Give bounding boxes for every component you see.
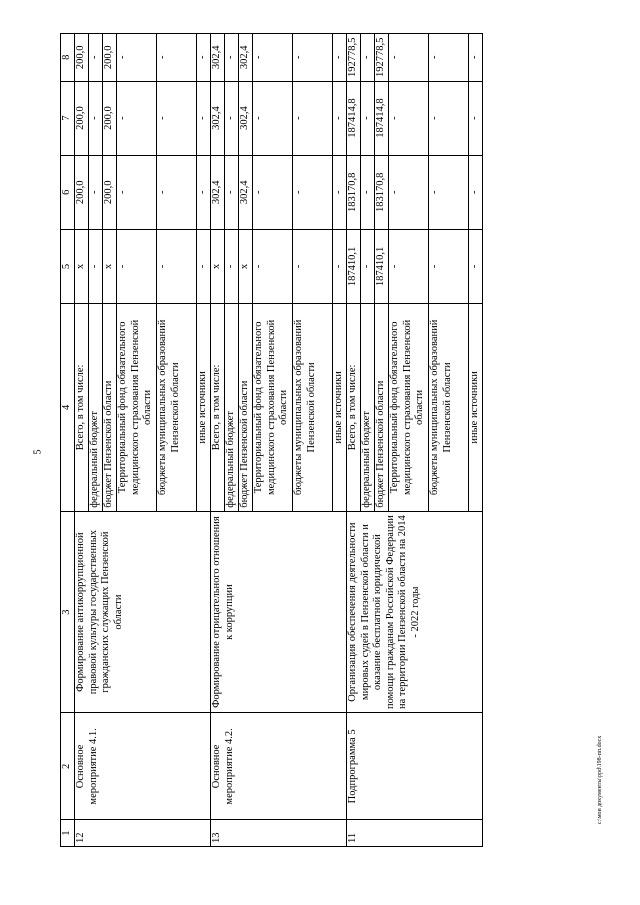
event-name-cell: Подпрограмма 5 [347,713,483,820]
value-cell-c7: - [469,81,483,155]
funding-source-cell: Всего, в том числе: [75,304,89,512]
header-cell-4: 4 [61,304,75,512]
value-cell-c7: 200,0 [103,81,117,155]
header-cell-8: 8 [61,34,75,82]
event-description-cell: Формирование антикоррупционной правовой культуры государственных гражданских служащих Пензенской области [75,511,211,713]
event-name-cell: Основное мероприятие 4.2. [211,713,347,820]
header-cell-5: 5 [61,229,75,303]
funding-source-cell: федеральный бюджет [361,304,375,512]
value-cell-c8: 192778,5 [347,34,361,82]
table-row [347,34,361,847]
value-cell-c5: - [293,229,333,303]
value-cell-c7: 187414,8 [347,81,361,155]
value-cell-c7: 302,4 [211,81,225,155]
value-cell-c6: 302,4 [211,155,225,229]
funding-source-cell: Всего, в том числе: [211,304,225,512]
value-cell-c5: x [239,229,253,303]
value-cell-c6: 183170,8 [375,155,389,229]
value-cell-c6: - [117,155,157,229]
funding-table [60,33,483,847]
value-cell-c8: - [469,34,483,82]
funding-source-cell: Территориальный фонд обязательного медицинского страхования Пензенской области [389,304,429,512]
value-cell-c5: - [389,229,429,303]
value-cell-c6: - [197,155,211,229]
value-cell-c7: - [117,81,157,155]
header-cell-6: 6 [61,155,75,229]
value-cell-c5: x [103,229,117,303]
value-cell-c8: - [225,34,239,82]
value-cell-c5: - [157,229,197,303]
value-cell-c6: - [361,155,375,229]
value-cell-c5: 187410,1 [375,229,389,303]
value-cell-c8: - [361,34,375,82]
value-cell-c8: 200,0 [103,34,117,82]
value-cell-c8: 192778,5 [375,34,389,82]
value-cell-c5: - [361,229,375,303]
value-cell-c5: - [253,229,293,303]
funding-source-cell: бюджет Пензенской области [239,304,253,512]
value-cell-c7: - [225,81,239,155]
value-cell-c6: - [225,155,239,229]
value-cell-c7: 200,0 [75,81,89,155]
value-cell-c6: - [253,155,293,229]
value-cell-c6: - [157,155,197,229]
value-cell-c7: - [293,81,333,155]
funding-source-cell: Территориальный фонд обязательного медицинского страхования Пензенской области [117,304,157,512]
header-cell-3: 3 [61,511,75,713]
value-cell-c5: 187410,1 [347,229,361,303]
event-description-cell: Формирование отрицательного отношения к коррупции [211,511,347,713]
funding-source-cell: федеральный бюджет [89,304,103,512]
value-cell-c8: 302,4 [211,34,225,82]
value-cell-c7: - [197,81,211,155]
value-cell-c7: - [333,81,347,155]
value-cell-c7: - [429,81,469,155]
value-cell-c7: - [361,81,375,155]
value-cell-c8: - [293,34,333,82]
event-name-cell: Основное мероприятие 4.1. [75,713,211,820]
header-cell-7: 7 [61,81,75,155]
value-cell-c6: 183170,8 [347,155,361,229]
header-row [61,34,75,847]
value-cell-c5: - [333,229,347,303]
value-cell-c6: - [89,155,103,229]
value-cell-c5: - [117,229,157,303]
funding-source-cell: Всего, в том числе: [347,304,361,512]
value-cell-c7: - [389,81,429,155]
table-body [61,34,483,847]
funding-source-cell: иные источники [197,304,211,512]
funding-source-cell: бюджет Пензенской области [103,304,117,512]
value-cell-c5: - [429,229,469,303]
funding-source-cell: бюджет Пензенской области [375,304,389,512]
group-number-cell: 12 [75,820,211,847]
value-cell-c5: - [197,229,211,303]
value-cell-c7: - [253,81,293,155]
funding-source-cell: бюджеты муниципальных образований Пензенской области [293,304,333,512]
value-cell-c8: - [157,34,197,82]
value-cell-c8: 200,0 [75,34,89,82]
value-cell-c7: - [89,81,103,155]
event-description-cell: Организация обеспечения деятельности мировых судей в Пензенской области и оказание бесплатной юридической помощи гражданам Российской Федерации на территории Пензенской области на 2014 - 2022 годы [347,511,483,713]
value-cell-c6: 200,0 [103,155,117,229]
value-cell-c6: - [293,155,333,229]
value-cell-c8: - [89,34,103,82]
value-cell-c6: 200,0 [75,155,89,229]
value-cell-c6: - [429,155,469,229]
value-cell-c8: - [333,34,347,82]
value-cell-c5: x [211,229,225,303]
funding-source-cell: бюджеты муниципальных образований Пензенской области [157,304,197,512]
table-row [75,34,89,847]
header-cell-1: 1 [61,820,75,847]
rotated-table-container [60,33,608,847]
value-cell-c6: - [389,155,429,229]
value-cell-c8: - [389,34,429,82]
value-cell-c6: - [333,155,347,229]
value-cell-c8: - [429,34,469,82]
funding-source-cell: иные источники [469,304,483,512]
value-cell-c6: - [469,155,483,229]
value-cell-c5: x [75,229,89,303]
value-cell-c7: 187414,8 [375,81,389,155]
table-row [211,34,225,847]
value-cell-c7: 302,4 [239,81,253,155]
funding-source-cell: иные источники [333,304,347,512]
value-cell-c5: - [225,229,239,303]
value-cell-c8: - [197,34,211,82]
value-cell-c7: - [157,81,197,155]
funding-source-cell: федеральный бюджет [225,304,239,512]
page-number: 5 [32,449,44,455]
value-cell-c8: - [117,34,157,82]
funding-source-cell: бюджеты муниципальных образований Пензенской области [429,304,469,512]
value-cell-c8: - [253,34,293,82]
value-cell-c5: - [89,229,103,303]
header-cell-2: 2 [61,713,75,820]
funding-source-cell: Территориальный фонд обязательного медицинского страхования Пензенской области [253,304,293,512]
value-cell-c8: 302,4 [239,34,253,82]
group-number-cell: 11 [347,820,483,847]
value-cell-c5: - [469,229,483,303]
footer-file-path: c:\мои документы\ppd\198-пп.docx [597,735,603,825]
value-cell-c6: 302,4 [239,155,253,229]
group-number-cell: 13 [211,820,347,847]
